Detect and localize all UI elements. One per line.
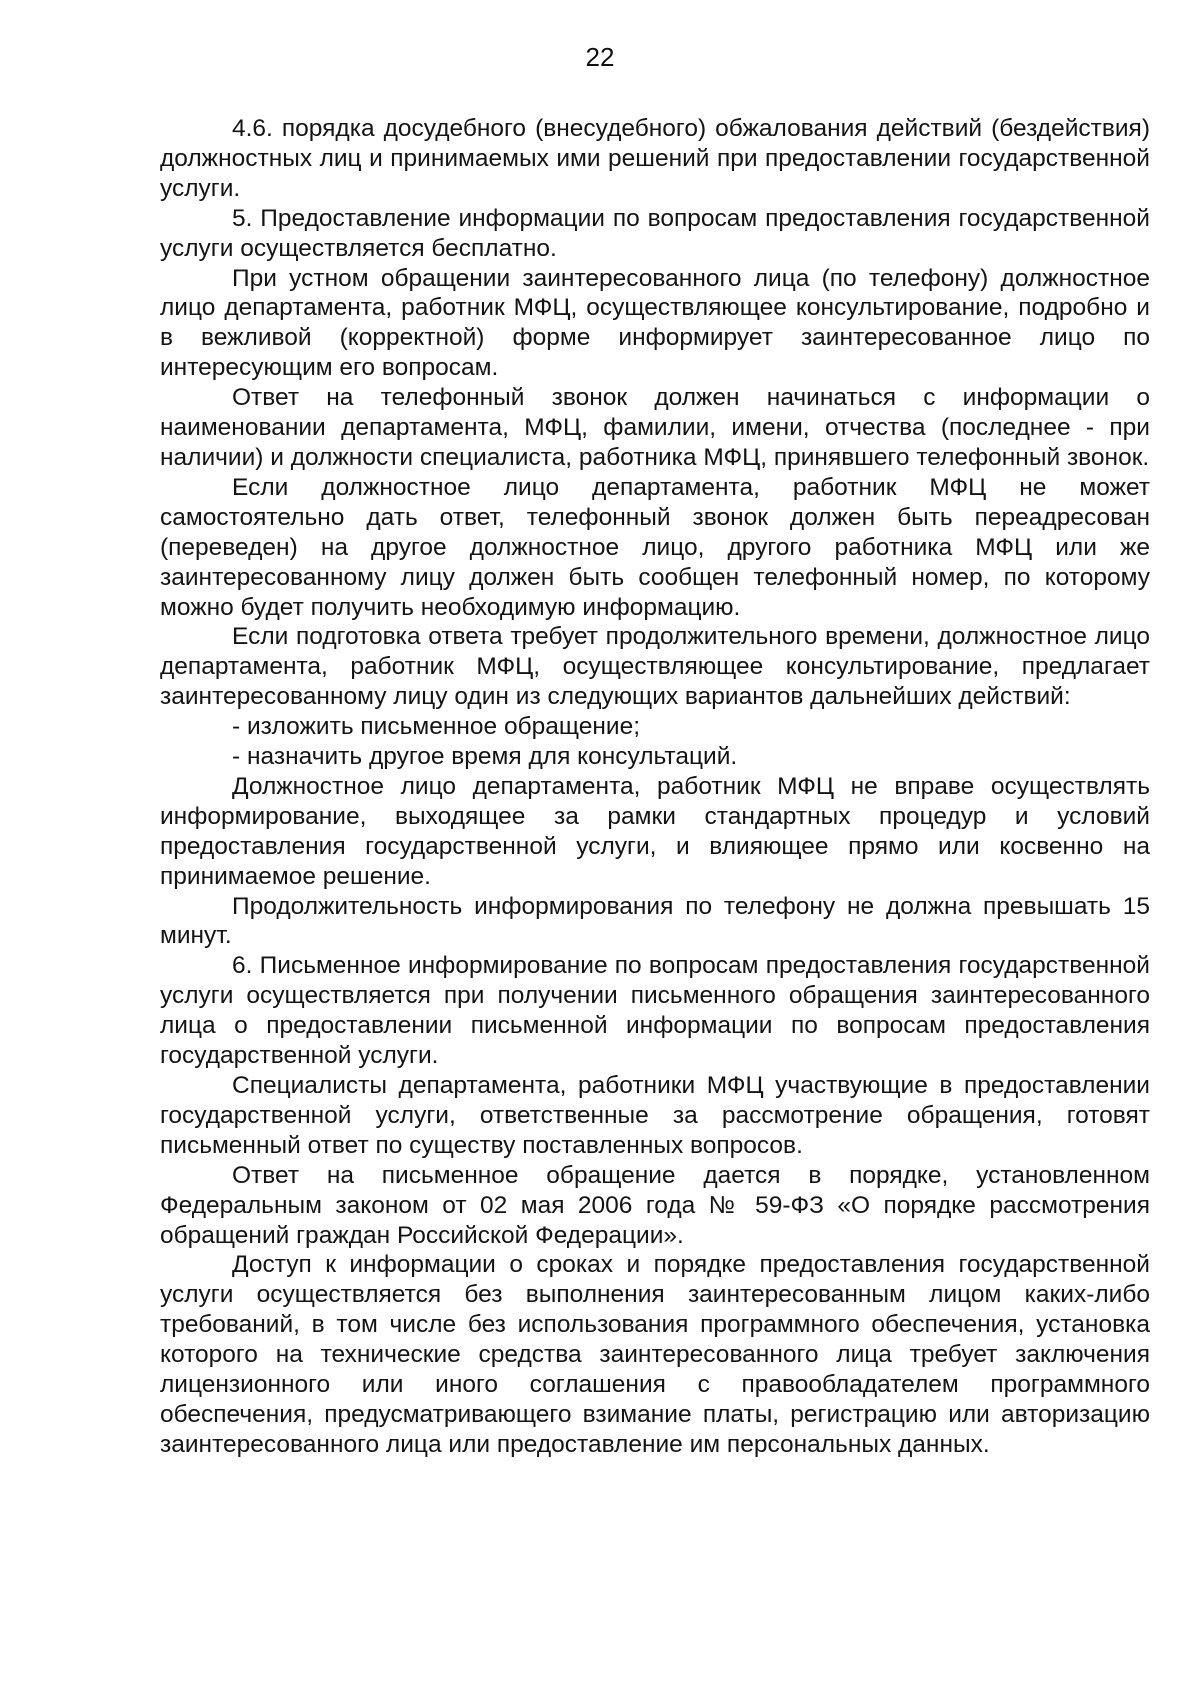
- paragraph: Ответ на письменное обращение дается в порядке, установленном Федеральным законом от 02 мая 2006 года № 59-ФЗ «О порядке рассмотрения обращений граждан Российской Федерации».: [160, 1161, 1150, 1249]
- list-item: - назначить другое время для консультаций.: [232, 743, 738, 771]
- paragraph: Должностное лицо департамента, работник МФЦ не вправе осуществлять информирование, выходящее за рамки стандартных процедур и условий предоставления государственной услуги, и влияющее прямо или косвенно на принимаемое решение.: [160, 772, 1150, 890]
- paragraph: При устном обращении заинтересованного лица (по телефону) должностное лицо департамента, работник МФЦ, осуществляющее консультирование, подробно и в вежливой (корректной) форме информирует заинтересованное лицо по интересующим его вопросам.: [160, 264, 1150, 382]
- paragraph: Специалисты департамента, работники МФЦ участвующие в предоставлении государственной услуги, ответственные за рассмотрение обращения, готовят письменный ответ по существу поставленных вопросов.: [160, 1072, 1150, 1159]
- paragraph: Если подготовка ответа требует продолжительного времени, должностное лицо департамента, работник МФЦ, осуществляющее консультирование, предлагает заинтересованному лицу один из следующих вариантов дальнейших действий:: [160, 623, 1150, 711]
- paragraph: 4.6. порядка досудебного (внесудебного) обжалования действий (бездействия) должностных лиц и принимаемых ими решений при предоставлении государственной услуги.: [160, 115, 1150, 202]
- document-body: [160, 114, 1150, 1460]
- paragraph: 6. Письменное информирование по вопросам предоставления государственной услуги осуществляется при получении письменного обращения заинтересованного лица о предоставлении письменной информации по вопросам предоставления государственной услуги.: [160, 952, 1150, 1070]
- paragraph: Продолжительность информирования по телефону не должна превышать 15 минут.: [160, 892, 1150, 950]
- paragraph: Если должностное лицо департамента, работник МФЦ не может самостоятельно дать ответ, телефонный звонок должен быть переадресован (переведен) на другое должностное лицо, другого работника МФЦ или же заинтересованному лицу должен быть сообщен телефонный номер, по которому можно будет получить необходимую информацию.: [160, 473, 1150, 621]
- paragraph: Доступ к информации о сроках и порядке предоставления государственной услуги осуществляется без выполнения заинтересованным лицом каких-либо требований, в том числе без использования программного обеспечения, установка которого на технические средства заинтересованного лица требует заключения лицензионного или иного соглашения с правообладателем программного обеспечения, предусматривающего взимание платы, регистрацию или авторизацию заинтересованного лица или предоставление им персональных данных.: [160, 1251, 1150, 1458]
- paragraph: Ответ на телефонный звонок должен начинаться с информации о наименовании департамента, МФЦ, фамилии, имени, отчества (последнее - при наличии) и должности специалиста, работника МФЦ, принявшего телефонный звонок.: [160, 384, 1150, 471]
- paragraph: 5. Предоставление информации по вопросам предоставления государственной услуги осуществляется бесплатно.: [160, 204, 1150, 262]
- page-number: 22: [585, 42, 615, 72]
- list-item: - изложить письменное обращение;: [232, 713, 641, 741]
